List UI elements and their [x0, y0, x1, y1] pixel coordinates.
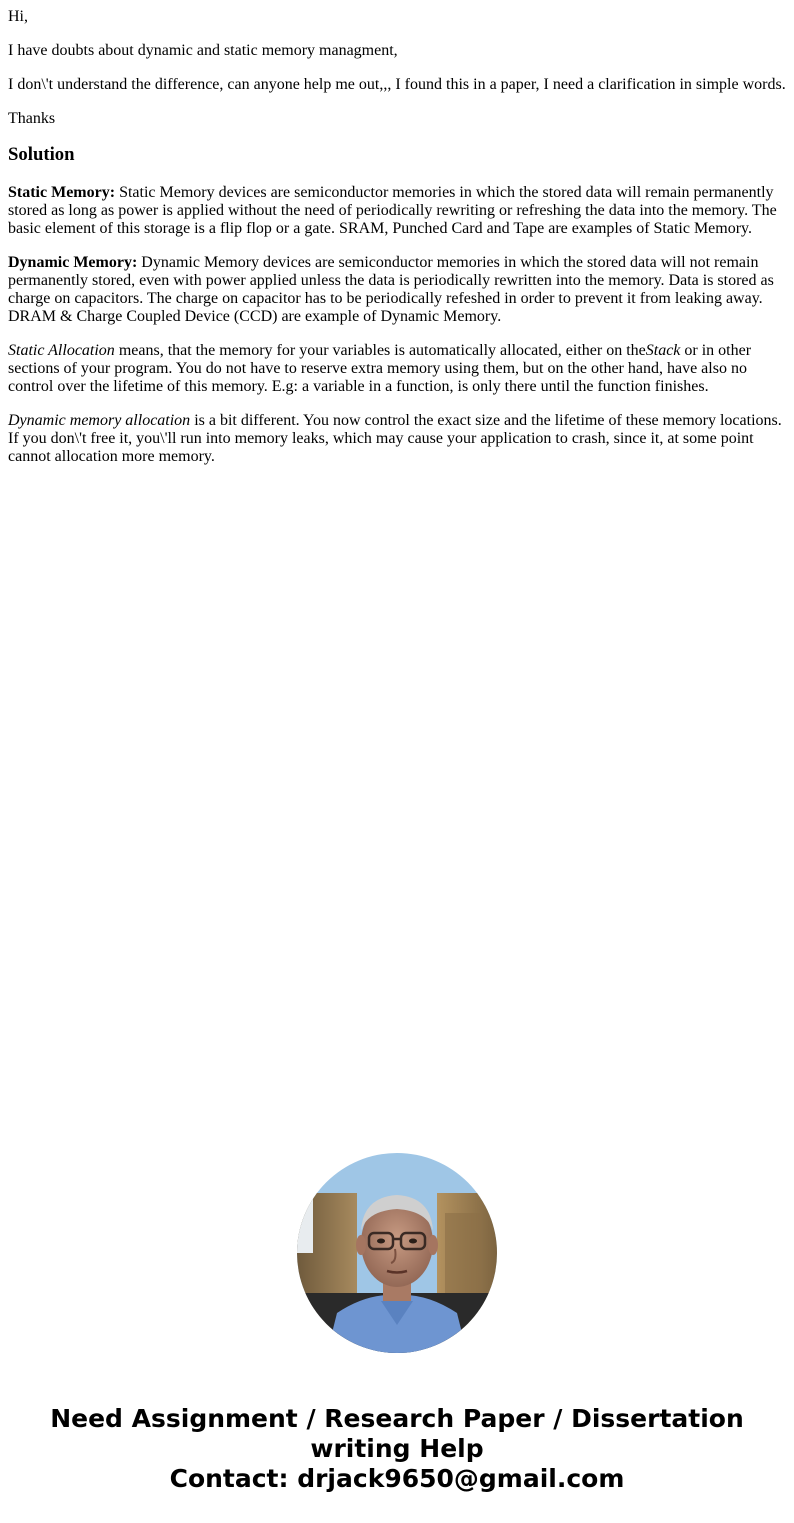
static-allocation-paragraph: [8, 342, 788, 396]
promo-line-1: Need Assignment / Research Paper / Dissertation writing Help: [50, 1404, 744, 1463]
content: [8, 8, 788, 482]
stack-term: Stack: [645, 342, 681, 359]
dynamic-memory-text: Dynamic Memory devices are semiconductor memories in which the stored data will not remain permanently stored, even with power applied unless the data is periodically rewritten into the memory. Data is stored as charge on capacitors. The charge on capacitor has to be periodically refeshed in order to prevent it from leaking away. DRAM & Charge Coupled Device (CCD) are example of Dynamic Memory.: [8, 254, 774, 325]
question-line-1: I have doubts about dynamic and static memory managment,: [8, 42, 398, 59]
static-memory-term: Static Memory:: [8, 184, 116, 201]
avatar-portrait: [297, 1153, 497, 1353]
question-line-2: I don\'t understand the difference, can anyone help me out,,, I found this in a paper, I need a clarification in simple words.: [8, 76, 786, 93]
static-allocation-text-after: or in other sections of your program. You do not have to reserve extra memory using them, but on the other hand, have also no control over the lifetime of this memory. E.g: a variable in a function, is only there until the function finishes.: [8, 342, 752, 395]
static-memory-text: Static Memory devices are semiconductor memories in which the stored data will remain permanently stored as long as power is applied without the need of periodically rewriting or refreshing the data into the memory. The basic element of this storage is a flip flop or a gate. SRAM, Punched Card and Tape are examples of Static Memory.: [8, 184, 777, 237]
static-memory-paragraph: [8, 184, 788, 238]
dynamic-memory-paragraph: [8, 254, 788, 326]
dynamic-allocation-text: is a bit different. You now control the exact size and the lifetime of these memory locations. If you don\'t free it, you\'ll run into memory leaks, which may cause your application to crash, since it, at some point cannot allocation more memory.: [8, 412, 782, 465]
promo-banner: [0, 1404, 794, 1494]
greeting: Hi,: [8, 8, 28, 25]
static-allocation-term: Static Allocation: [8, 342, 115, 359]
solution-heading: Solution: [8, 144, 75, 165]
promo-contact: Contact: drjack9650@gmail.com: [169, 1464, 625, 1493]
dynamic-allocation-term: Dynamic memory allocation: [8, 412, 191, 429]
closing: Thanks: [8, 110, 56, 127]
static-allocation-text-before: means, that the memory for your variables is automatically allocated, either on the: [114, 342, 646, 359]
avatar: [297, 1153, 497, 1353]
dynamic-allocation-paragraph: [8, 412, 788, 466]
dynamic-memory-term: Dynamic Memory:: [8, 254, 138, 271]
